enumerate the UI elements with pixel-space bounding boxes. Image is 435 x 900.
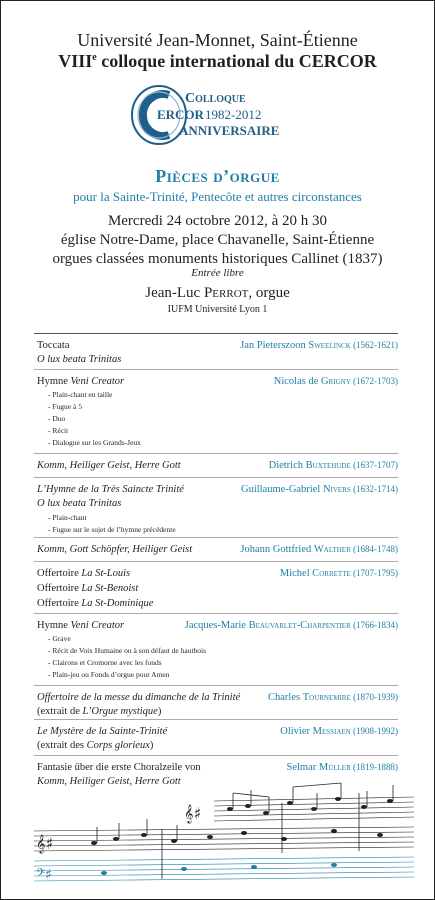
university-name: Université Jean-Monnet, Saint-Étienne	[77, 30, 358, 50]
concert-place: église Notre-Dame, place Chavanelle, Saint-Étienne	[60, 232, 375, 248]
logo-cercor: ERCOR	[157, 107, 204, 122]
movement: - Plain-chant	[48, 513, 87, 522]
program-item	[34, 685, 398, 720]
work-title: Komm, Gott Schöpfer, Heiliger Geist	[37, 544, 193, 555]
svg-text:𝄞♯: 𝄞♯	[36, 834, 54, 853]
movement: - Plain-chant en taille	[48, 390, 113, 399]
organ-score-staff-icon	[34, 773, 414, 885]
program-item	[34, 613, 398, 686]
concert-subtitle: pour la Sainte-Trinité, Pentecôte et autres circonstances	[73, 189, 362, 204]
work-title: Offertoire de la messe du dimanche de la Trinité	[37, 692, 241, 703]
composer: Guillaume-Gabriel Nivers (1632-1714)	[241, 484, 398, 495]
work-subtitle: O lux beata Trinitas	[37, 498, 122, 509]
composer: Selmar Müller (1819-1888)	[286, 762, 398, 773]
movement: - Fugue sur le sujet de l’hymne précédente	[48, 525, 176, 534]
performer-affiliation: IUFM Université Lyon 1	[167, 304, 268, 315]
work-title: Offertoire La St-Benoist	[37, 583, 139, 594]
program-item	[34, 561, 398, 614]
work-title: Le Mystère de la Sainte-Trinité	[37, 726, 168, 737]
logo-colloque: Colloque	[185, 91, 246, 106]
work-title: Offertoire La St-Dominique	[37, 598, 154, 609]
movement: - Grave	[48, 634, 71, 643]
concert-date: Mercredi 24 octobre 2012, à 20 h 30	[107, 213, 328, 229]
program-item	[34, 453, 398, 478]
work-title: L’Hymne de la Très Saincte Trinité	[37, 484, 184, 495]
composer: Jan Pieterszoon Sweelinck (1562-1621)	[240, 340, 398, 351]
composer: Johann Gottfried Walther (1684-1748)	[240, 544, 398, 555]
work-subtitle: (extrait des Corps glorieux)	[37, 740, 154, 751]
staff-middle	[34, 827, 414, 851]
program	[34, 333, 398, 787]
work-title: Hymne Veni Creator	[37, 620, 125, 631]
work-title: Fantasie über die erste Choralzeile von	[37, 762, 201, 773]
work-subtitle: (extrait de L’Orgue mystique)	[37, 706, 162, 717]
program-item	[34, 477, 398, 538]
work-title: Toccata	[37, 340, 70, 351]
composer: Jacques-Marie Beauvarlet-Charpentier (1766-1834)	[184, 620, 398, 631]
movement: - Duo	[48, 414, 66, 423]
program-item	[34, 369, 398, 454]
movement: - Fugue à 5	[48, 402, 82, 411]
composer: Charles Tournemire (1870-1939)	[268, 692, 398, 703]
svg-text:𝄢♯: 𝄢♯	[36, 867, 52, 883]
work-subtitle: Komm, Heiliger Geist, Herre Gott	[37, 776, 181, 787]
composer: Dietrich Buxtehude (1637-1707)	[268, 460, 398, 471]
movement: - Récit de Voix Humaine ou à son défaut de hautbois	[48, 646, 207, 655]
work-subtitle: O lux beata Trinitas	[37, 354, 122, 365]
program-item	[34, 719, 398, 756]
program-item	[34, 537, 398, 562]
staff-bottom	[34, 857, 414, 881]
movement: - Clairons et Cromorne avec les fonds	[48, 658, 162, 667]
movement: - Plain-jeu ou Fonds d’orgue pour Amen	[48, 670, 170, 679]
performer: Jean-Luc Perrot, orgue	[145, 285, 290, 301]
work-title: Komm, Heiliger Geist, Herre Gott	[37, 460, 181, 471]
work-title: Offertoire La St-Louis	[37, 568, 131, 579]
cercor-logo	[129, 83, 309, 147]
work-title: Hymne Veni Creator	[37, 376, 125, 387]
colloque-heading: VIIIe colloque international du CERCOR	[58, 51, 377, 71]
composer: Olivier Messiaen (1908-1992)	[280, 726, 398, 737]
movement: - Récit	[48, 426, 69, 435]
logo-anniversaire: ANNIVERSAIRE	[179, 123, 280, 138]
concert-organs: orgues classées monuments historiques Callinet (1837)	[52, 251, 383, 267]
program-item	[34, 333, 398, 370]
concert-title: Pièces d’orgue	[155, 166, 280, 186]
logo-years: 1982-2012	[205, 107, 262, 122]
composer: Nicolas de Grigny (1672-1703)	[273, 376, 398, 387]
svg-text:𝄞♯: 𝄞♯	[184, 804, 202, 823]
entry-note: Entrée libre	[191, 267, 244, 279]
movement: - Dialogue sur les Grands-Jeux	[48, 438, 141, 447]
composer: Michel Corrette (1707-1795)	[279, 568, 398, 579]
